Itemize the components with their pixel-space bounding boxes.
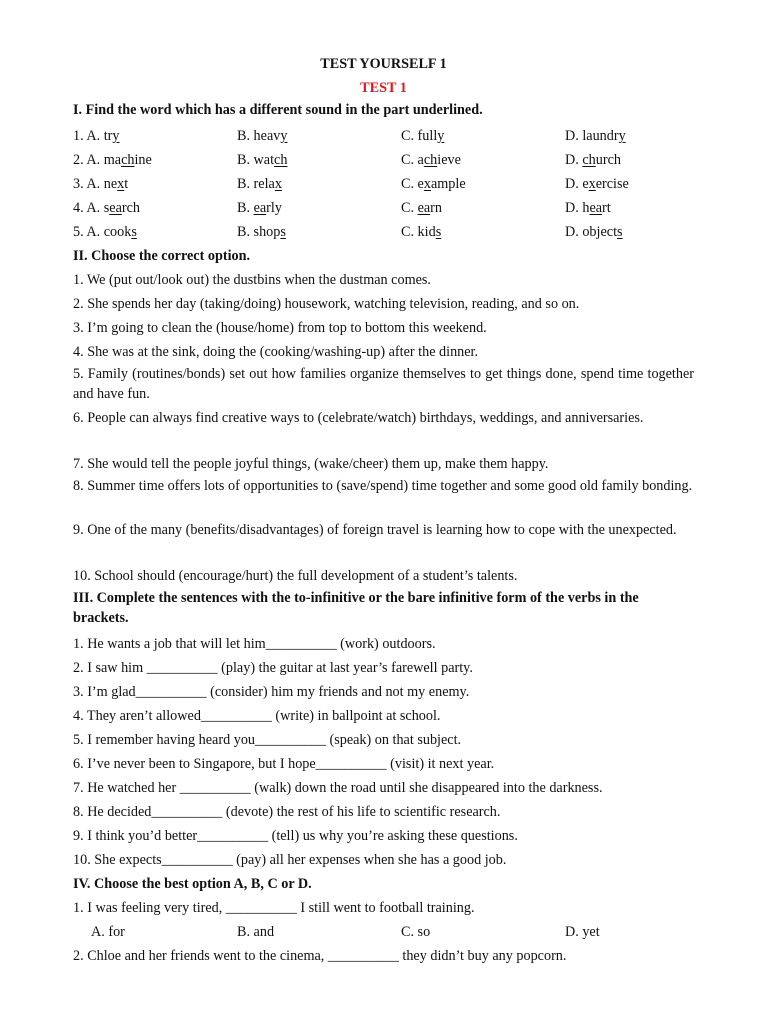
document-content [73,52,694,968]
option-a: A. for [91,924,125,940]
section-3-heading: III. Complete the sentences with the to-infinitive or the bare infinitive form of the verbs in the brackets. [73,590,639,626]
sentence: 7. He watched her __________ (walk) down the road until she disappeared into the darkness. [73,780,603,796]
question-row [73,148,694,172]
question: 1. I was feeling very tired, __________ I still went to football training. [73,900,475,916]
section-1-heading: I. Find the word which has a different sound in the part underlined. [73,102,483,118]
test-subtitle: TEST 1 [360,80,407,96]
option-b: B. early [237,200,282,216]
option-a: 1. A. try [73,128,120,144]
option-c: C. kids [401,224,442,240]
sentence: 9. One of the many (benefits/disadvantages) of foreign travel is learning how to cope with the unexpected. [73,522,677,538]
sentence: 7. She would tell the people joyful things, (wake/cheer) them up, make them happy. [73,456,549,472]
sentence: 8. He decided__________ (devote) the rest of his life to scientific research. [73,804,501,820]
option-a: 2. A. machine [73,152,152,168]
option-d: D. yet [565,924,600,940]
option-a: 5. A. cooks [73,224,137,240]
option-c: C. earn [401,200,442,216]
option-c: C. fully [401,128,445,144]
sentence: 10. School should (encourage/hurt) the full development of a student’s talents. [73,568,518,584]
option-c: C. achieve [401,152,461,168]
section-2-heading: II. Choose the correct option. [73,248,251,264]
sentence: 10. She expects__________ (pay) all her expenses when she has a good job. [73,852,507,868]
option-d: D. heart [565,200,611,216]
section-4-heading: IV. Choose the best option A, B, C or D. [73,876,312,892]
question-row [73,124,694,148]
option-b: B. and [237,924,275,940]
question: 2. Chloe and her friends went to the cinema, __________ they didn’t buy any popcorn. [73,948,567,964]
page-title: TEST YOURSELF 1 [320,56,447,72]
option-d: D. church [565,152,621,168]
sentence: 6. People can always find creative ways to (celebrate/watch) birthdays, weddings, and anniversaries. [73,410,644,426]
sentence: 3. I’m glad__________ (consider) him my friends and not my enemy. [73,684,470,700]
question-row [73,220,694,244]
sentence: 4. They aren’t allowed__________ (write) in ballpoint at school. [73,708,441,724]
sentence: 3. I’m going to clean the (house/home) from top to bottom this weekend. [73,320,487,336]
section-1-options [73,124,694,244]
sentence: 9. I think you’d better__________ (tell) us why you’re asking these questions. [73,828,518,844]
question-row [73,172,694,196]
sentence: 8. Summer time offers lots of opportunities to (save/spend) time together and some good old family bonding. [73,478,693,494]
question-row [73,196,694,220]
sentence: 6. I’ve never been to Singapore, but I hope__________ (visit) it next year. [73,756,495,772]
option-a: 3. A. next [73,176,129,192]
sentence: 1. He wants a job that will let him__________ (work) outdoors. [73,636,436,652]
sentence: 2. I saw him __________ (play) the guitar at last year’s farewell party. [73,660,473,676]
option-b: B. shops [237,224,286,240]
option-b: B. watch [237,152,288,168]
question-options [73,920,694,944]
option-d: D. laundry [565,128,626,144]
sentence: 5. Family (routines/bonds) set out how families organize themselves to get things done, spend time together and have fun. [73,366,694,402]
option-c: C. so [401,924,431,940]
option-a: 4. A. search [73,200,140,216]
option-b: B. heavy [237,128,288,144]
sentence: 2. She spends her day (taking/doing) housework, watching television, reading, and so on. [73,296,580,312]
option-d: D. exercise [565,176,629,192]
sentence: 5. I remember having heard you__________ (speak) on that subject. [73,732,462,748]
option-b: B. relax [237,176,282,192]
sentence: 1. We (put out/look out) the dustbins when the dustman comes. [73,272,431,288]
option-c: C. example [401,176,466,192]
option-d: D. objects [565,224,623,240]
sentence: 4. She was at the sink, doing the (cooking/washing-up) after the dinner. [73,344,479,360]
